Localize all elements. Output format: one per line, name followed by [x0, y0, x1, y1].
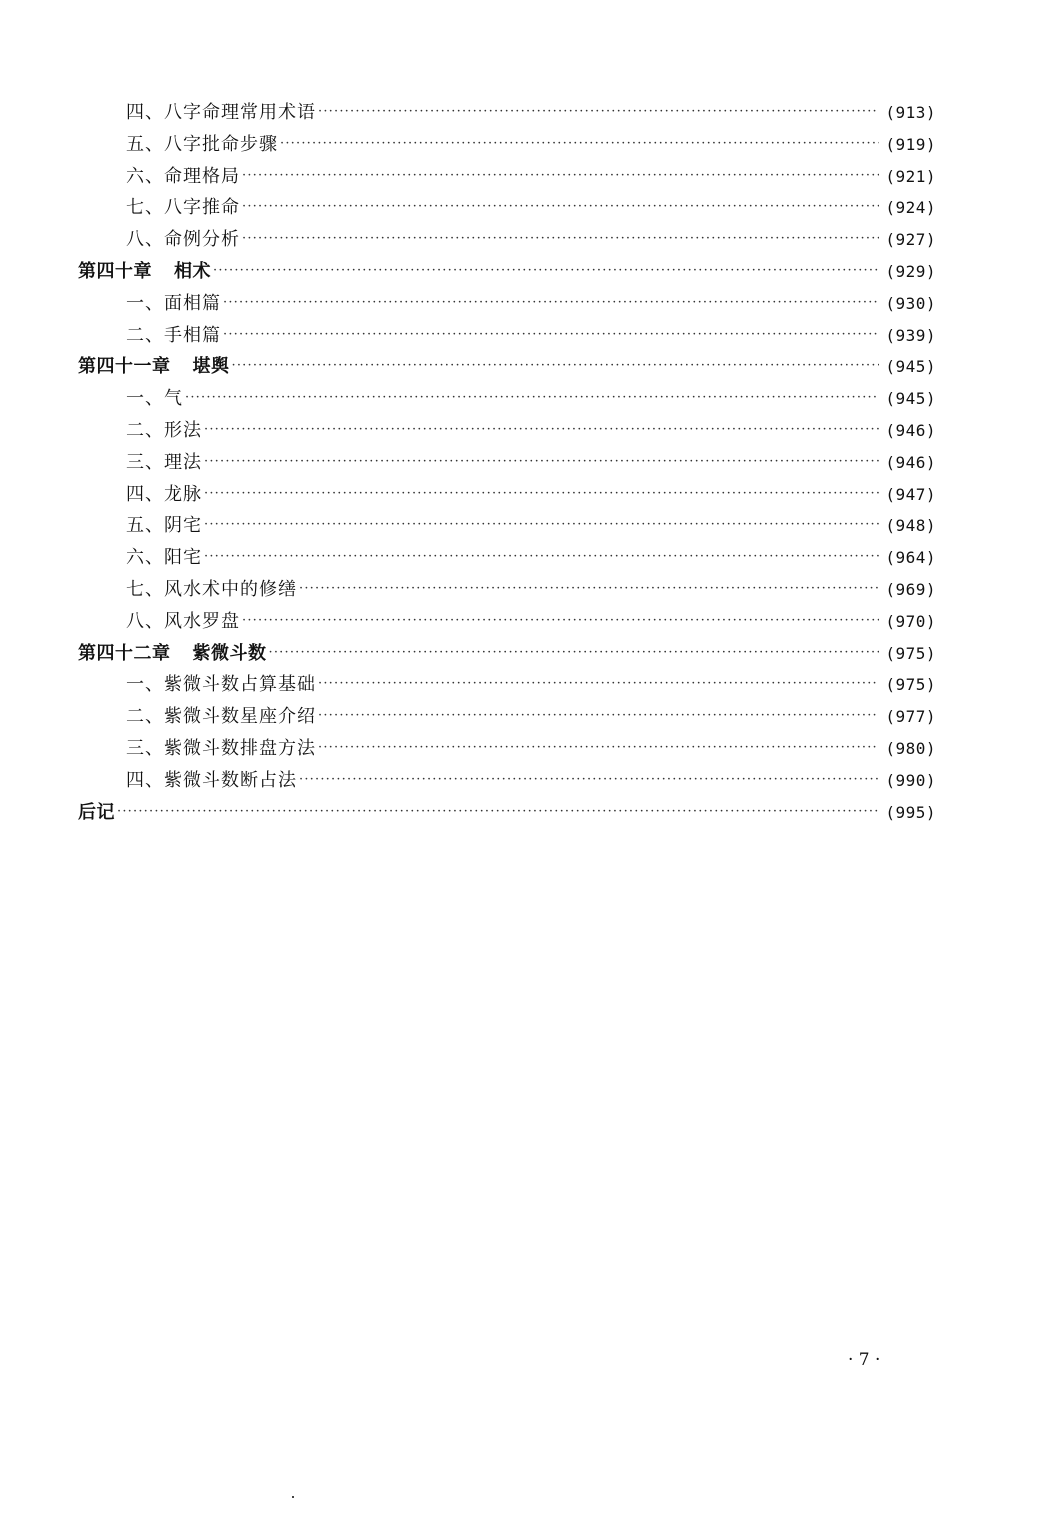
toc-entry-title: 七、八字推命 — [126, 197, 240, 219]
dot-leader — [318, 104, 879, 119]
toc-page-number: (946) — [885, 420, 936, 440]
dot-leader — [299, 581, 879, 596]
toc-page-number: (921) — [885, 166, 936, 186]
toc-page-number: (945) — [885, 389, 936, 409]
toc-section-row[interactable] — [78, 193, 936, 225]
toc-section-row[interactable] — [78, 448, 936, 480]
toc-section-row[interactable] — [78, 225, 936, 257]
toc-section-row[interactable] — [78, 543, 936, 575]
toc-chapter-row[interactable] — [78, 798, 936, 830]
dot-leader — [318, 676, 879, 691]
dot-leader — [204, 454, 879, 469]
toc-section-row[interactable] — [78, 607, 936, 639]
toc-entry-title: 一、气 — [126, 388, 183, 410]
toc-section-row[interactable] — [78, 289, 936, 321]
toc-entry-title: 五、八字批命步骤 — [126, 133, 278, 155]
table-of-contents — [78, 98, 936, 829]
dot-leader — [242, 199, 879, 214]
toc-section-row[interactable] — [78, 670, 936, 702]
toc-section-row[interactable] — [78, 766, 936, 798]
dot-leader — [242, 231, 879, 246]
toc-entry-title — [78, 257, 211, 283]
toc-entry-title: 五、阴宅 — [126, 515, 202, 537]
toc-page-number: (946) — [885, 452, 936, 472]
chapter-label: 后记 — [78, 801, 115, 823]
toc-entry-title: 三、理法 — [126, 451, 202, 473]
toc-section-row[interactable] — [78, 511, 936, 543]
toc-entry-title: 四、八字命理常用术语 — [126, 102, 316, 123]
toc-entry-title: 四、龙脉 — [126, 483, 202, 505]
toc-entry-title: 二、形法 — [126, 419, 202, 441]
dot-leader — [213, 263, 879, 278]
dot-leader — [204, 549, 879, 564]
chapter-title: 堪舆 — [192, 356, 230, 378]
scan-speck — [292, 1496, 294, 1498]
toc-entry-title: 八、风水罗盘 — [126, 610, 240, 632]
toc-entry-title — [78, 352, 230, 378]
toc-page-number: (948) — [885, 516, 936, 536]
toc-chapter-row[interactable] — [78, 352, 936, 384]
toc-page-number: (977) — [885, 707, 936, 727]
toc-page-number: (929) — [885, 261, 936, 281]
toc-page-number: (995) — [885, 802, 936, 822]
dot-leader — [232, 358, 880, 373]
dot-leader — [318, 708, 879, 723]
toc-page-number: (924) — [885, 198, 936, 218]
dot-leader — [204, 517, 879, 532]
chapter-title: 紫微斗数 — [192, 642, 267, 664]
chapter-label: 第四十一章 — [78, 356, 171, 378]
dot-leader — [280, 136, 879, 151]
toc-entry-title: 六、阳宅 — [126, 547, 202, 569]
toc-page-number: (913) — [885, 103, 936, 122]
chapter-title: 相术 — [174, 260, 211, 282]
toc-section-row[interactable] — [78, 416, 936, 448]
toc-page-number: (975) — [885, 643, 936, 663]
dot-leader — [318, 740, 879, 755]
toc-section-row[interactable] — [78, 321, 936, 353]
toc-entry-title — [78, 639, 267, 665]
toc-entry-title: 七、风水术中的修缮 — [126, 578, 297, 600]
toc-page-number: (970) — [885, 611, 936, 631]
toc-entry-title: 四、紫微斗数断占法 — [126, 769, 297, 791]
toc-page-number: (930) — [885, 293, 936, 313]
toc-entry-title: 二、手相篇 — [126, 324, 221, 346]
toc-section-row[interactable] — [78, 734, 936, 766]
toc-chapter-row[interactable] — [78, 639, 936, 671]
toc-entry-title: 二、紫微斗数星座介绍 — [126, 706, 316, 728]
page-number: · 7 · — [848, 1350, 881, 1370]
chapter-label: 第四十章 — [78, 260, 152, 282]
chapter-label: 第四十二章 — [78, 642, 171, 664]
toc-entry-title: 三、紫微斗数排盘方法 — [126, 737, 316, 759]
toc-page-number: (980) — [885, 738, 936, 758]
toc-entry-title: 八、命例分析 — [126, 229, 240, 251]
dot-leader — [117, 804, 879, 819]
toc-page-number: (947) — [885, 484, 936, 504]
toc-section-row[interactable] — [78, 702, 936, 734]
toc-entry-title — [78, 798, 115, 824]
dot-leader — [269, 645, 880, 660]
dot-leader — [185, 390, 879, 405]
toc-section-row[interactable] — [78, 130, 936, 162]
toc-entry-title: 一、紫微斗数占算基础 — [126, 674, 316, 696]
toc-section-row[interactable] — [78, 384, 936, 416]
dot-leader — [242, 613, 879, 628]
toc-entry-title: 六、命理格局 — [126, 165, 240, 187]
dot-leader — [242, 168, 879, 183]
toc-page-number: (964) — [885, 548, 936, 568]
toc-entry-title: 一、面相篇 — [126, 292, 221, 314]
dot-leader — [204, 422, 879, 437]
toc-page-number: (939) — [885, 325, 936, 345]
dot-leader — [299, 772, 879, 787]
toc-section-row[interactable] — [78, 575, 936, 607]
toc-page-number: (919) — [885, 134, 936, 154]
toc-page-number: (975) — [885, 675, 936, 695]
dot-leader — [223, 295, 879, 310]
dot-leader — [223, 327, 879, 342]
toc-page-number: (990) — [885, 770, 936, 790]
dot-leader — [204, 486, 879, 501]
toc-section-row[interactable] — [78, 480, 936, 512]
toc-section-row[interactable] — [78, 98, 936, 130]
toc-page-number: (969) — [885, 579, 936, 599]
toc-page-number: (945) — [885, 357, 936, 377]
toc-page-number: (927) — [885, 230, 936, 250]
toc-chapter-row[interactable] — [78, 257, 936, 289]
toc-section-row[interactable] — [78, 162, 936, 194]
